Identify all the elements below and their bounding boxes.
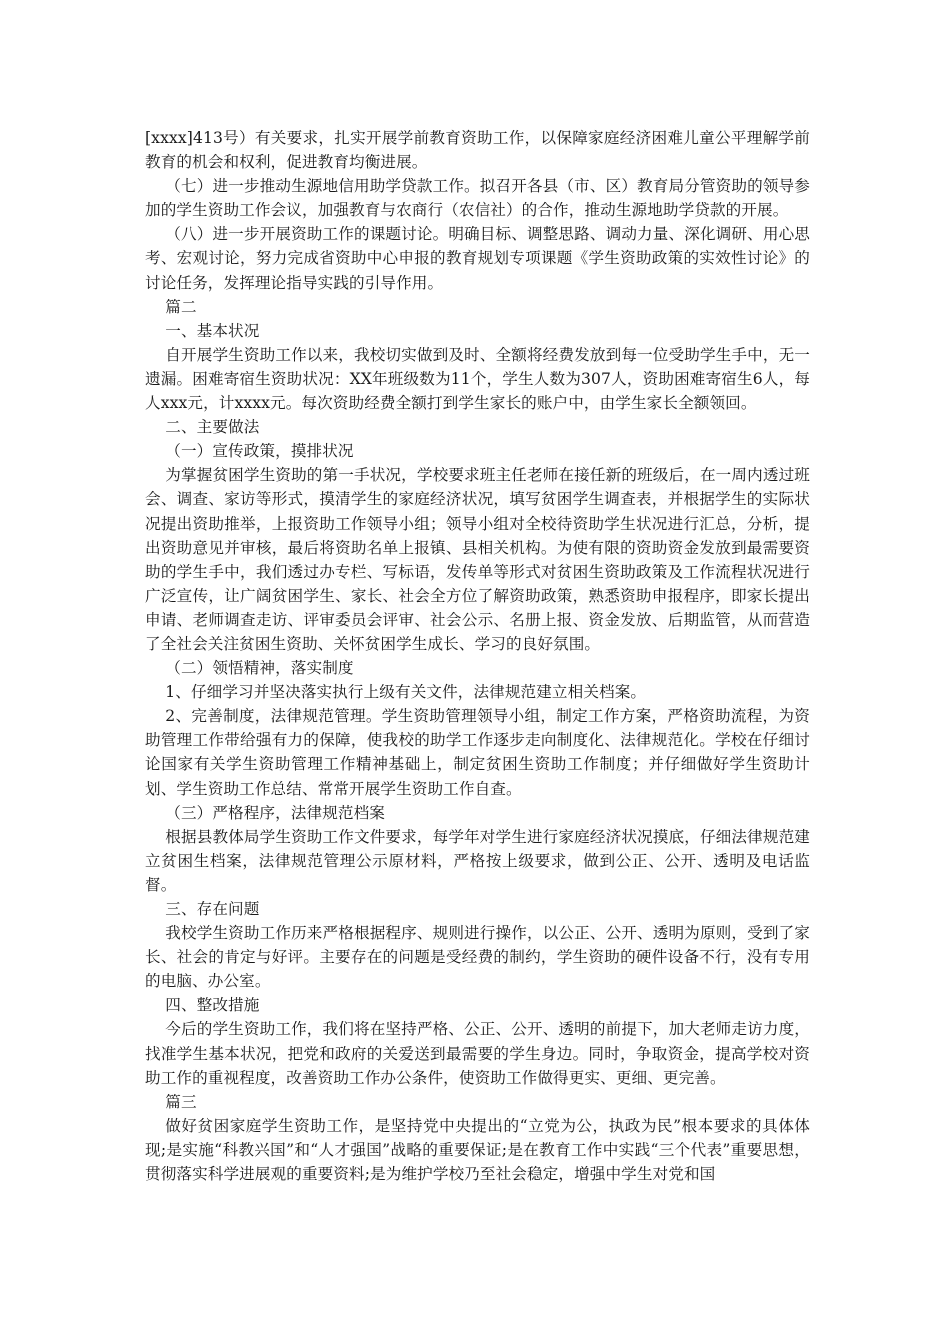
subsection-heading: （三）严格程序，法律规范档案 — [165, 803, 385, 822]
section-heading: 篇二 — [165, 297, 197, 316]
paragraph: 今后的学生资助工作，我们将在坚持严格、公正、公开、透明的前提下，加大老师走访力度，找准学生基本状况，把党和政府的关爱送到最需要的学生身边。同时，争取资金，提高学校对资助工作的重视程度，改善资助工作办公条件，使资助工作做得更实、更细、更完善。 — [145, 1020, 810, 1087]
paragraph: 做好贫困家庭学生资助工作，是坚持党中央提出的“立党为公，执政为民”根本要求的具体体现;是实施“科教兴国”和“人才强国”战略的重要保证;是在教育工作中实践“三个代表”重要思想，贯彻落实科学进展观的重要资料;是为维护学校乃至社会稳定，增强中学生对党和国 — [145, 1116, 810, 1184]
paragraph: 为掌握贫困学生资助的第一手状况，学校要求班主任老师在接任新的班级后，在一周内透过班会、调查、家访等形式，摸清学生的家庭经济状况，填写贫困学生调查表，并根据学生的实际状况提出资助推举，上报资助工作领导小组；领导小组对全校待资助学生状况进行汇总，分析，提出资助意见并审核，最后将资助名单上报镇、县相关机构。为使有限的资助资金发放到最需要资助的学生手中，我们透过办专栏、写标语，发传单等形式对贫困生资助政策及工作流程状况进行广泛宣传，让广阔贫困学生、家长、社会全方位了解资助政策，熟悉资助申报程序，即家长提出申请、老师调查走访、评审委员会评审、社会公示、名册上报、资金发放、后期监管，从而营造了全社会关注贫困生资助、关怀贫困学生成长、学习的良好氛围。 — [145, 466, 810, 653]
paragraph: 1、仔细学习并坚决落实执行上级有关文件，法律规范建立相关档案。 — [165, 683, 647, 702]
section-heading: 三、存在问题 — [165, 900, 260, 918]
paragraph: 我校学生资助工作历来严格根据程序、规则进行操作，以公正、公开、透明为原则，受到了家长、社会的肯定与好评。主要存在的问题是受经费的制约，学生资助的硬件设备不行，没有专用的电脑、办公室。 — [145, 924, 810, 991]
subsection-heading: （二）领悟精神，落实制度 — [165, 659, 354, 678]
paragraph: 自开展学生资助工作以来，我校切实做到及时、全额将经费发放到每一位受助学生手中，无一遗漏。困难寄宿生资助状况：XX年班级数为11个，学生人数为307人，资助困难寄宿生6人，每人xxx元，计xxxx元。每次资助经费全额打到学生家长的账户中，由学生家长全额领回。 — [145, 345, 810, 413]
section-heading: 四、整改措施 — [165, 996, 260, 1015]
paragraph: （七）进一步推动生源地信用助学贷款工作。拟召开各县（市、区）教育局分管资助的领导参加的学生资助工作会议，加强教育与农商行（农信社）的合作，推动生源地助学贷款的开展。 — [145, 177, 810, 220]
section-heading: 二、主要做法 — [165, 418, 260, 437]
section-heading: 篇三 — [165, 1092, 197, 1111]
paragraph: 2、完善制度，法律规范管理。学生资助管理领导小组，制定工作方案，严格资助流程，为资助管理工作带给强有力的保障，使我校的助学工作逐步走向制度化、法律规范化。学校在仔细讨论国家有关学生资助管理工作精神基础上，制定贫困生资助工作制度；并仔细做好学生资助计划、学生资助工作总结、常常开展学生资助工作自查。 — [145, 707, 810, 798]
subsection-heading: （一）宣传政策，摸排状况 — [165, 442, 354, 461]
paragraph: 根据县教体局学生资助工作文件要求，每学年对学生进行家庭经济状况摸底，仔细法律规范建立贫困生档案，法律规范管理公示原材料，严格按上级要求，做到公正、公开、透明及电话监督。 — [145, 827, 810, 894]
document-body — [145, 126, 810, 1186]
section-heading: 一、基本状况 — [165, 321, 260, 340]
paragraph: [xxxx]413号）有关要求，扎实开展学前教育资助工作，以保障家庭经济困难儿童公平理解学前教育的机会和权利，促进教育均衡进展。 — [145, 129, 810, 172]
paragraph: （八）进一步开展资助工作的课题讨论。明确目标、调整思路、调动力量、深化调研、用心思考、宏观讨论，努力完成省资助中心申报的教育规划专项课题《学生资助政策的实效性讨论》的讨论任务，发挥理论指导实践的引导作用。 — [145, 225, 810, 292]
